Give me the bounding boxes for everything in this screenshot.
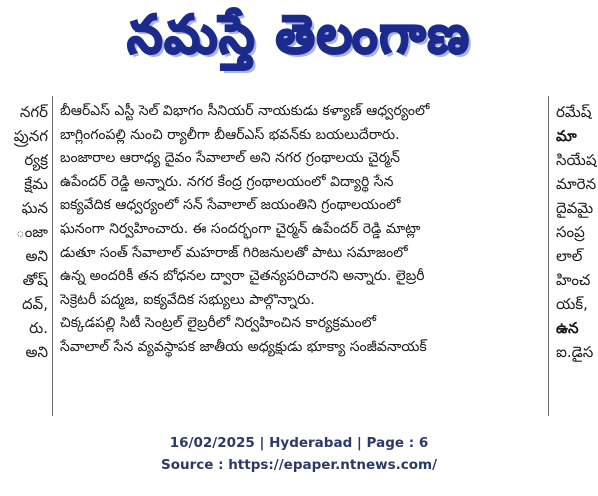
left-column-line: ంజా: [16, 223, 48, 241]
masthead: [0, 0, 598, 82]
right-column-line: హించ: [556, 271, 591, 289]
left-column-line: దవ్,: [21, 295, 48, 313]
date-location-page: 16/02/2025 | Hyderabad | Page : 6: [169, 435, 429, 451]
right-column-line: సంప్ర: [556, 223, 585, 241]
article-line: ఉపేందర్ రెడ్డి అన్నారు. నగర కేంద్ర గ్రంథాలయంలో విద్యార్థి సేన: [60, 173, 394, 190]
newspaper-title: నమస్తే తెలంగాణ: [127, 3, 471, 65]
source-url: Source : https://epaper.ntnews.com/: [160, 457, 438, 473]
left-column-line: నగర్: [19, 103, 48, 121]
right-column-line: రమేష్: [556, 103, 592, 121]
article-line: ఉన్న అందరికీ తన బోధనల ద్వారా చైతన్యపరిచారని అన్నారు. లైబ్రరీ: [60, 268, 425, 285]
column-divider-right: [548, 96, 549, 416]
source-footer: [0, 432, 598, 476]
left-column-line: అని: [25, 343, 48, 361]
left-column-line: ర్యక్ర: [24, 151, 48, 169]
right-column-line: దైవమై: [556, 199, 594, 217]
left-column-line: ఘన: [21, 199, 48, 217]
column-divider-left: [52, 96, 53, 416]
article-line: ఐక్యవేదిక ఆధ్వర్యంలో సన్ సేవాలాల్ జయంతిని గ్రంథాలయంలో: [60, 197, 401, 214]
article-line: ఘనంగా నిర్వహించారు. ఈ సందర్భంగా చైర్మన్ ఉపేందర్ రెడ్డి మాట్లా: [60, 220, 421, 237]
right-column-line: లాల్: [556, 247, 583, 265]
right-column-fragment: [556, 100, 598, 364]
left-column-line: ప్రునగ: [13, 127, 48, 145]
left-column-line: అని: [25, 247, 48, 265]
article-line: బాగ్లింగంపల్లి నుంచి ర్యాలీగా బీఆర్ఎస్ భవన్‌కు బయలుదేరారు.: [60, 126, 400, 143]
left-column-line: రు.: [29, 319, 48, 337]
left-column-fragment: [0, 100, 48, 364]
article-line: చిక్కడపల్లి సిటీ సెంట్రల్ లైబ్రరీలో నిర్వహించిన కార్యక్రమంలో: [60, 315, 377, 332]
left-column-line: తోష్: [22, 271, 48, 289]
right-column-line: ఐ.డైస: [556, 343, 594, 361]
article-line: సెక్రెటరీ పద్మజ, ఐక్యవేదిక సభ్యులు పాల్గొన్నారు.: [60, 291, 315, 308]
right-column-subheading: మా: [556, 127, 577, 145]
right-column-line: మారెన: [556, 175, 597, 193]
article-column: [60, 100, 540, 360]
right-column-subheading: ఉన: [556, 319, 579, 337]
right-column-line: సియేష: [556, 151, 597, 169]
right-column-line: యక్,: [556, 295, 588, 313]
article-line: బీఆర్ఎస్ ఎస్టీ సెల్ విభాగం సీనియర్ నాయకుడు కళ్యాణ్ ఆధ్వర్యంలో: [60, 103, 430, 119]
left-column-line: క్షేమ: [24, 175, 48, 193]
article-line: డుతూ సంత్ సేవాలాల్ మహరాజ్ గిరిజనులతో పాటు సమాజంలో: [60, 244, 408, 261]
article-line: బంజారాల ఆరాధ్య దైవం సేవాలాల్ అని నగర గ్రంథాలయ చైర్మన్: [60, 150, 400, 167]
article-line: సేవాలాల్ సేన వ్యవస్థాపక జాతీయ అధ్యక్షుడు భూక్యా సంజీవనాయక్: [60, 338, 427, 355]
